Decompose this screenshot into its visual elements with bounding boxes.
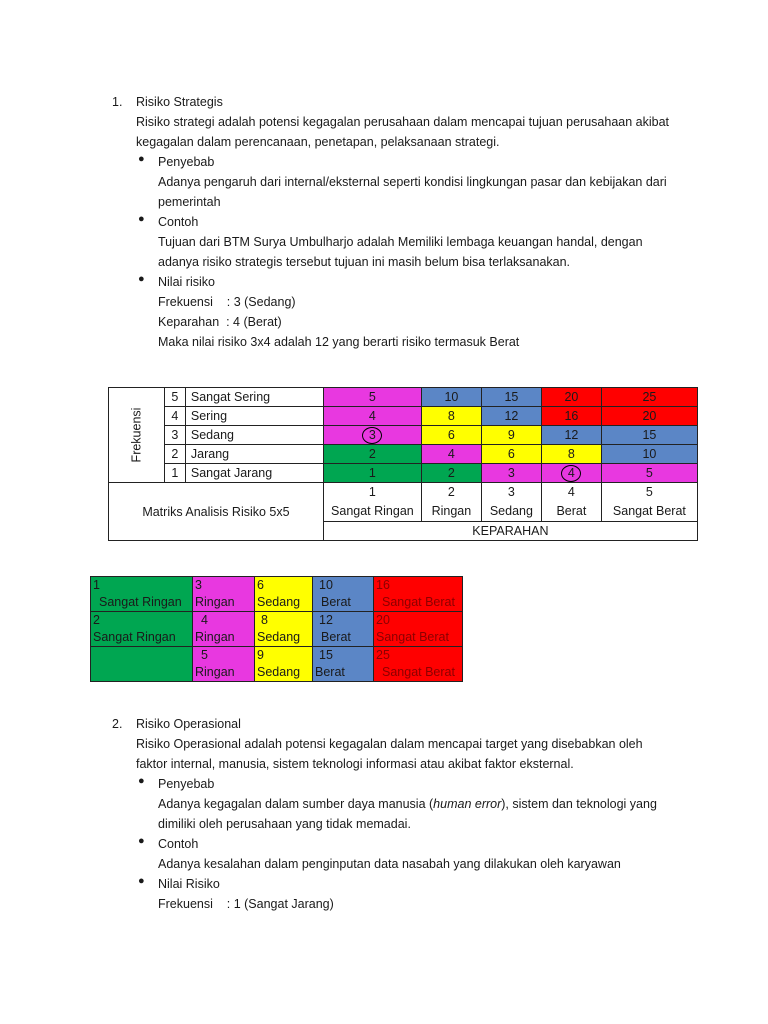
matrix-cell: 15: [601, 426, 697, 445]
matrix-cell: 6: [481, 445, 541, 464]
matrix-cell: 15: [481, 388, 541, 407]
bullet-icon: ●: [138, 213, 145, 225]
matrix-cell: 4: [421, 445, 481, 464]
row-number: 2: [164, 445, 185, 464]
legend-cell: 4 Ringan: [193, 612, 255, 647]
section-title: Risiko Operasional: [136, 717, 241, 731]
legend-cell: [91, 647, 193, 682]
y-axis-label: Frekuensi: [109, 388, 165, 483]
subheading-contoh: Contoh: [158, 837, 199, 851]
row-number: 4: [164, 407, 185, 426]
matrix-cell-circled: [323, 426, 421, 445]
row-number: 3: [164, 426, 185, 445]
column-header: 2 Ringan: [421, 483, 481, 522]
paragraph: dimiliki oleh perusahaan yang tidak memadai.: [158, 817, 411, 831]
matrix-cell: 10: [421, 388, 481, 407]
paragraph: Adanya pengaruh dari internal/eksternal seperti kondisi lingkungan pasar dan kebijakan dari: [158, 175, 667, 189]
paragraph: Adanya kegagalan dalam sumber daya manusia (human error), sistem dan teknologi yang: [158, 797, 657, 811]
bullet-icon: ●: [138, 835, 145, 847]
row-number: 1: [164, 464, 185, 483]
column-header: 1 Sangat Ringan: [323, 483, 421, 522]
subheading-nilai: Nilai Risiko: [158, 877, 220, 891]
row-label: Sangat Sering: [185, 388, 323, 407]
matrix-cell: 12: [541, 426, 601, 445]
frekuensi-value: Frekuensi : 3 (Sedang): [158, 295, 296, 309]
x-axis-label: KEPARAHAN: [323, 522, 697, 541]
legend-cell: 12 Berat: [313, 612, 374, 647]
matrix-cell: 25: [601, 388, 697, 407]
matrix-cell: 2: [421, 464, 481, 483]
risk-level-legend: [90, 576, 463, 682]
paragraph: Risiko strategi adalah potensi kegagalan perusahaan dalam mencapai tujuan perusahaan akibat: [136, 115, 670, 129]
legend-cell: 25 Sangat Berat: [374, 647, 463, 682]
matrix-cell: 8: [421, 407, 481, 426]
paragraph: faktor internal, manusia, sistem teknologi informasi atau akibat faktor eksternal.: [136, 757, 574, 771]
matrix-cell: 4: [323, 407, 421, 426]
legend-cell: 2 Sangat Ringan: [91, 612, 193, 647]
section-title: Risiko Strategis: [136, 95, 223, 109]
bullet-icon: ●: [138, 775, 145, 787]
matrix-cell: 16: [541, 407, 601, 426]
legend-cell: 5 Ringan: [193, 647, 255, 682]
row-number: 5: [164, 388, 185, 407]
paragraph: adanya risiko strategis tersebut tujuan ini masih belum bisa terlaksanakan.: [158, 255, 571, 269]
matrix-cell: 10: [601, 445, 697, 464]
paragraph: Adanya kesalahan dalam penginputan data nasabah yang dilakukan oleh karyawan: [158, 857, 621, 871]
circle-mark-icon: 3: [362, 427, 382, 444]
legend-cell: 3 Ringan: [193, 577, 255, 612]
conclusion: Maka nilai risiko 3x4 adalah 12 yang berarti risiko termasuk Berat: [158, 335, 520, 349]
matrix-cell: 12: [481, 407, 541, 426]
section-number: 2.: [112, 717, 123, 731]
legend-cell: 15 Berat: [313, 647, 374, 682]
risk-matrix-table: [108, 387, 698, 541]
bullet-icon: ●: [138, 153, 145, 165]
bullet-icon: ●: [138, 875, 145, 887]
bullet-icon: ●: [138, 273, 145, 285]
section-number: 1.: [112, 95, 123, 109]
legend-cell: 8 Sedang: [255, 612, 313, 647]
column-header: 3 Sedang: [481, 483, 541, 522]
matrix-cell: 2: [323, 445, 421, 464]
frekuensi-value: Frekuensi : 1 (Sangat Jarang): [158, 897, 334, 911]
matrix-cell: 6: [421, 426, 481, 445]
matrix-cell: 3: [481, 464, 541, 483]
matrix-cell: 1: [323, 464, 421, 483]
matrix-cell: 20: [541, 388, 601, 407]
legend-cell: 20 Sangat Berat: [374, 612, 463, 647]
row-label: Sangat Jarang: [185, 464, 323, 483]
matrix-caption: Matriks Analisis Risiko 5x5: [109, 483, 324, 541]
column-header: 4 Berat: [541, 483, 601, 522]
subheading-penyebab: Penyebab: [158, 777, 215, 791]
matrix-cell: 20: [601, 407, 697, 426]
legend-cell: 1 Sangat Ringan: [91, 577, 193, 612]
subheading-penyebab: Penyebab: [158, 155, 215, 169]
paragraph: Tujuan dari BTM Surya Umbulharjo adalah Memiliki lembaga keuangan handal, dengan: [158, 235, 643, 249]
column-header: 5 Sangat Berat: [601, 483, 697, 522]
circle-mark-icon: 4: [561, 465, 581, 482]
matrix-cell-circled: [541, 464, 601, 483]
matrix-cell: 5: [323, 388, 421, 407]
paragraph: pemerintah: [158, 195, 221, 209]
paragraph: Risiko Operasional adalah potensi kegagalan dalam mencapai target yang disebabkan oleh: [136, 737, 643, 751]
row-label: Jarang: [185, 445, 323, 464]
subheading-contoh: Contoh: [158, 215, 199, 229]
legend-cell: 6 Sedang: [255, 577, 313, 612]
matrix-cell: 5: [601, 464, 697, 483]
legend-cell: 10 Berat: [313, 577, 374, 612]
keparahan-value: Keparahan : 4 (Berat): [158, 315, 282, 329]
row-label: Sedang: [185, 426, 323, 445]
legend-cell: 16 Sangat Berat: [374, 577, 463, 612]
row-label: Sering: [185, 407, 323, 426]
paragraph: kegagalan dalam perencanaan, penetapan, pelaksanaan strategi.: [136, 135, 500, 149]
matrix-cell: 9: [481, 426, 541, 445]
subheading-nilai: Nilai risiko: [158, 275, 215, 289]
matrix-cell: 8: [541, 445, 601, 464]
legend-cell: 9 Sedang: [255, 647, 313, 682]
